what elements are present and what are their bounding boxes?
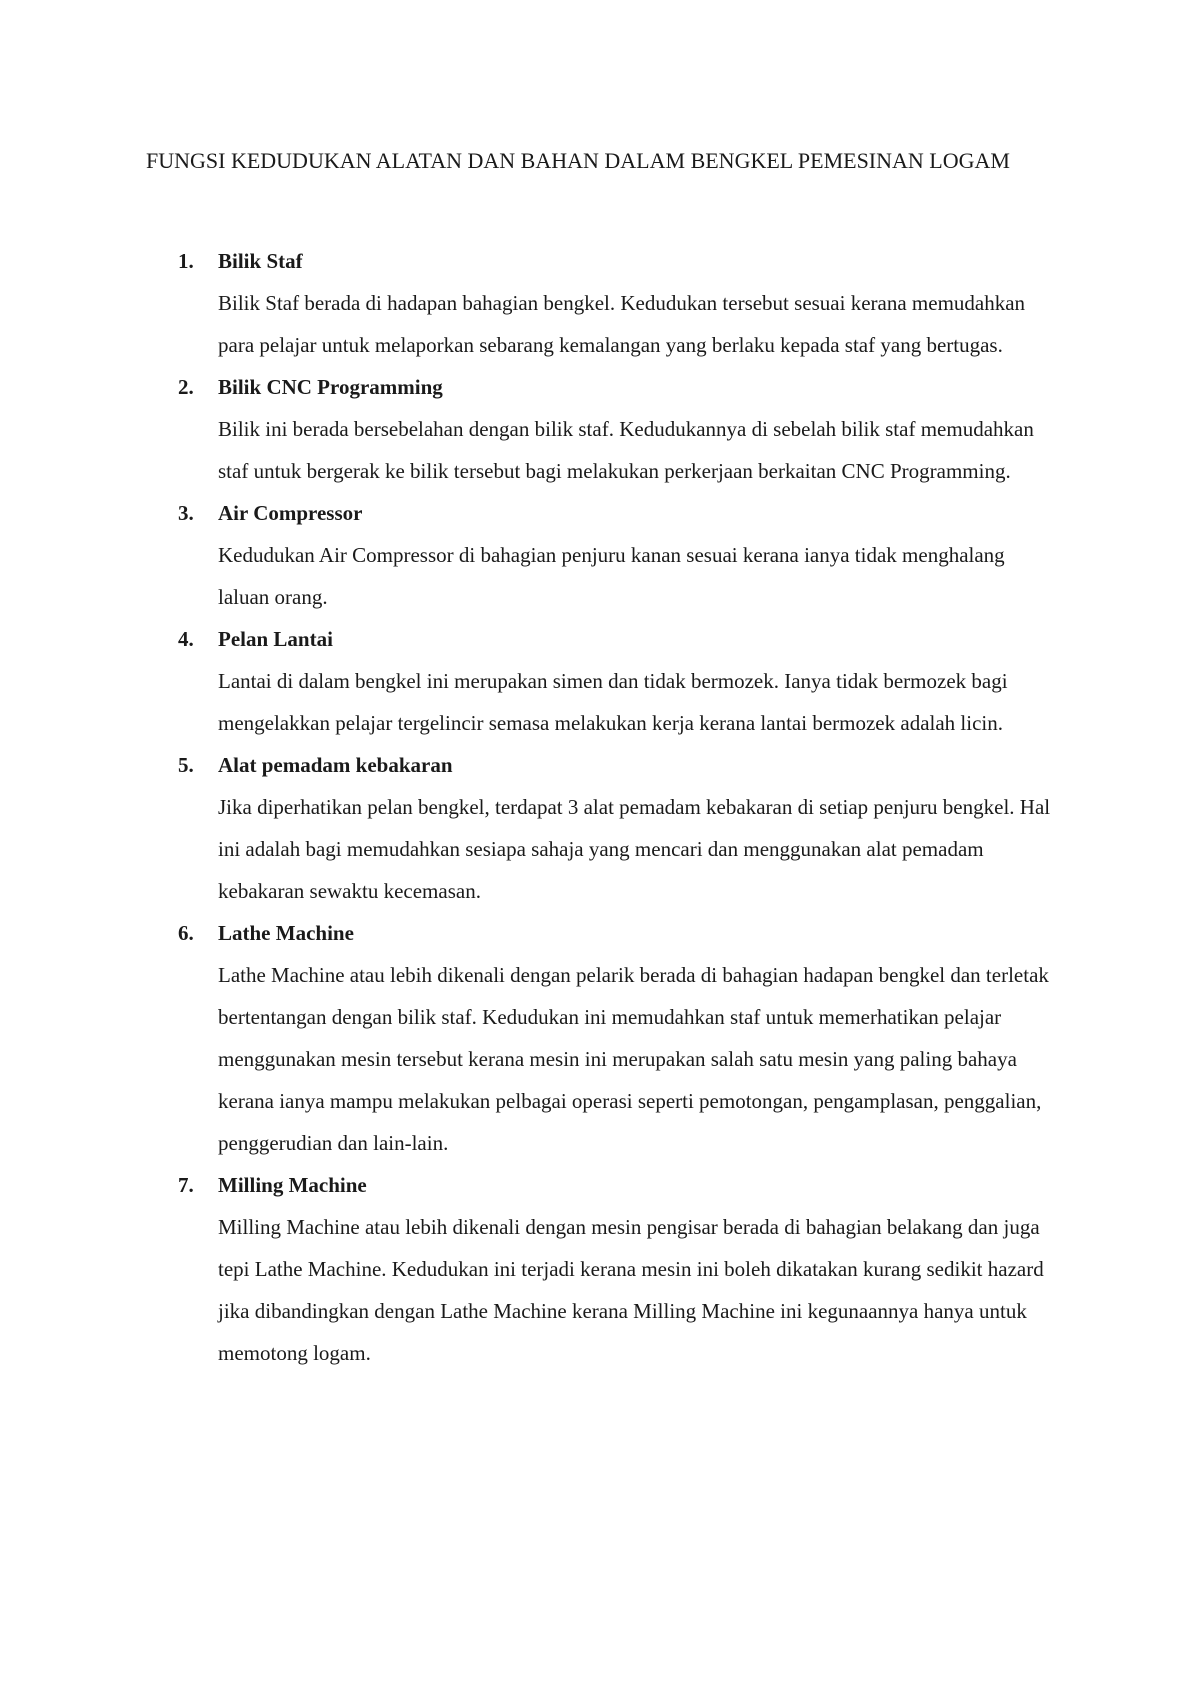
list-item	[146, 912, 1066, 1164]
item-number: 4.	[178, 627, 194, 651]
item-body: Kedudukan Air Compressor di bahagian penjuru kanan sesuai kerana ianya tidak menghalang laluan orang.	[218, 543, 1005, 609]
item-title: Air Compressor	[218, 501, 363, 525]
item-body: Milling Machine atau lebih dikenali dengan mesin pengisar berada di bahagian belakang dan juga tepi Lathe Machine. Kedudukan ini terjadi kerana mesin ini boleh dikatakan kurang sedikit hazard jika dibandingkan dengan Lathe Machine kerana Milling Machine ini kegunaannya hanya untuk memotong logam.	[218, 1215, 1044, 1365]
section-list	[146, 240, 1066, 1374]
list-item	[146, 1164, 1066, 1374]
item-number: 3.	[178, 501, 194, 525]
item-body: Bilik Staf berada di hadapan bahagian bengkel. Kedudukan tersebut sesuai kerana memudahkan para pelajar untuk melaporkan sebarang kemalangan yang berlaku kepada staf yang bertugas.	[218, 291, 1026, 357]
item-title: Milling Machine	[218, 1173, 367, 1197]
item-body: Lantai di dalam bengkel ini merupakan simen dan tidak bermozek. Ianya tidak bermozek bagi mengelakkan pelajar tergelincir semasa melakukan kerja kerana lantai bermozek adalah licin.	[218, 669, 1008, 735]
item-number: 2.	[178, 375, 194, 399]
item-number: 5.	[178, 753, 194, 777]
item-number: 1.	[178, 249, 194, 273]
item-title: Bilik CNC Programming	[218, 375, 443, 399]
document-title: FUNGSI KEDUDUKAN ALATAN DAN BAHAN DALAM BENGKEL PEMESINAN LOGAM	[146, 148, 1010, 173]
item-body: Lathe Machine atau lebih dikenali dengan pelarik berada di bahagian hadapan bengkel dan terletak bertentangan dengan bilik staf. Kedudukan ini memudahkan staf untuk memerhatikan pelajar menggunakan mesin tersebut kerana mesin ini merupakan salah satu mesin yang paling bahaya kerana ianya mampu melakukan pelbagai operasi seperti pemotongan, pengamplasan, penggalian, penggerudian dan lain-lain.	[218, 963, 1049, 1155]
item-number: 7.	[178, 1173, 194, 1197]
list-item	[146, 366, 1066, 492]
item-body: Bilik ini berada bersebelahan dengan bilik staf. Kedudukannya di sebelah bilik staf memudahkan staf untuk bergerak ke bilik tersebut bagi melakukan perkerjaan berkaitan CNC Programming.	[218, 417, 1034, 483]
item-title: Bilik Staf	[218, 249, 303, 273]
item-number: 6.	[178, 921, 194, 945]
item-title: Lathe Machine	[218, 921, 354, 945]
list-item	[146, 240, 1066, 366]
list-item	[146, 618, 1066, 744]
item-title: Alat pemadam kebakaran	[218, 753, 453, 777]
item-title: Pelan Lantai	[218, 627, 333, 651]
item-body: Jika diperhatikan pelan bengkel, terdapat 3 alat pemadam kebakaran di setiap penjuru bengkel. Hal ini adalah bagi memudahkan sesiapa sahaja yang mencari dan menggunakan alat pemadam kebakaran sewaktu kecemasan.	[218, 795, 1051, 903]
list-item	[146, 744, 1066, 912]
list-item	[146, 492, 1066, 618]
